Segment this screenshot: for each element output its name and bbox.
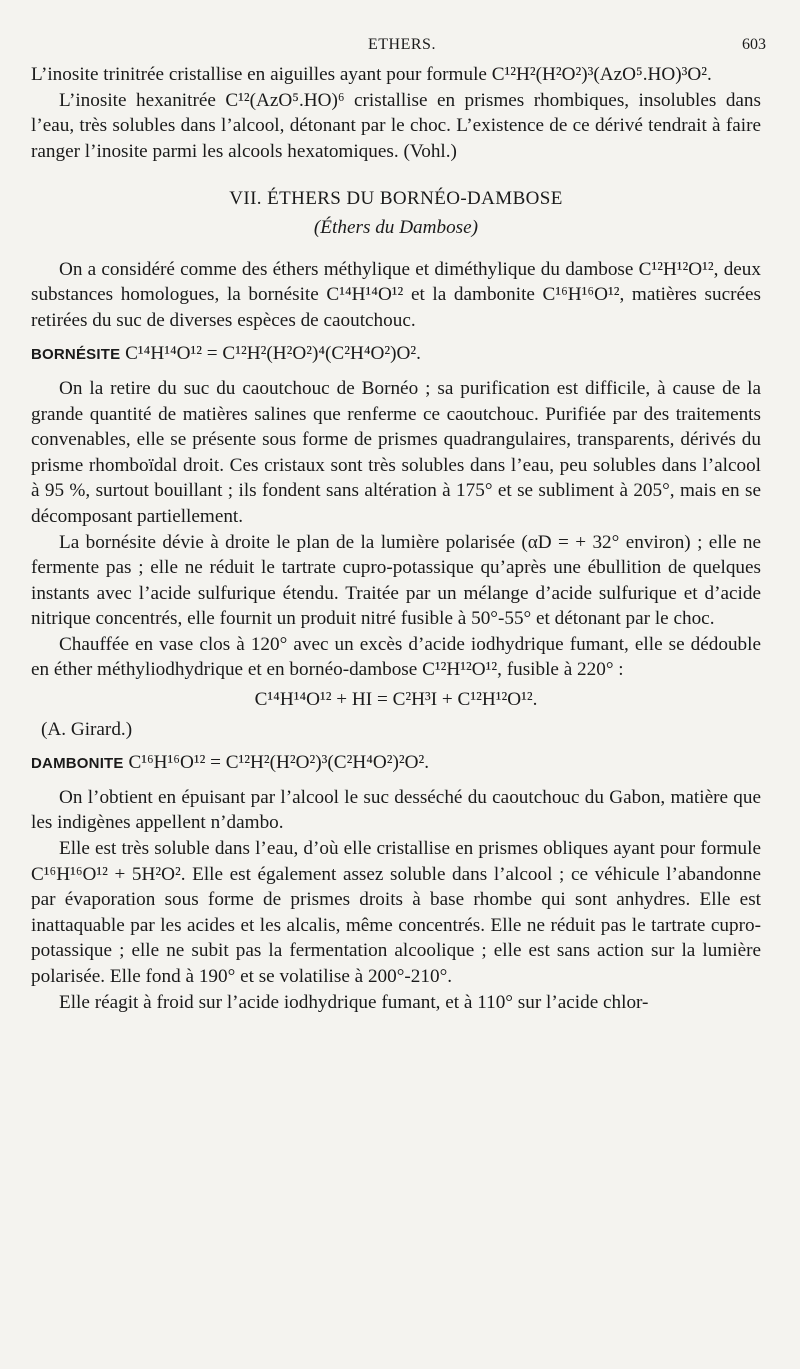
paragraph-inosite-hexanitree: L’inosite hexanitrée C¹²(AzO⁵.HO)⁶ cristallise en prismes rhombiques, insolubles dans l’eau, très solubles dans l’alcool, détonant par le choc. L’existence de ce dérivé tendrait à faire ranger l’inosite parmi les alcools hexatomiques. (Vohl.) bbox=[31, 89, 761, 162]
bornesite-label: BORNÉSITE bbox=[31, 346, 121, 364]
paragraph-bornesite-extraction: On la retire du suc du caoutchouc de Bornéo ; sa purification est difficile, à cause de la grande quantité de matières salines que renferme ce caoutchouc. Purifiée par des traitements convenables, elle se présente sous forme de prismes quadrangulaires, transparents, dérivés du prisme rhomboïdal droit. Ces cristaux sont très solubles dans l’eau, peu solubles dans l’alcool à 95 %, surtout bouillant ; ils fondent sans altération à 175° et se subliment à 205°, mais en se décomposant partiellement. bbox=[31, 377, 761, 527]
paragraph-dambonite-reaction: Elle réagit à froid sur l’acide iodhydrique fumant, et à 110° sur l’acide chlor- bbox=[59, 991, 649, 1013]
page-header bbox=[0, 36, 800, 60]
running-head: ETHERS. bbox=[368, 36, 436, 53]
paragraph-dambonite-properties: Elle est très soluble dans l’eau, d’où elle cristallise en prismes obliques ayant pour formule C¹⁶H¹⁶O¹² + 5H²O². Elle est également assez soluble dans l’alcool ; ce véhicule l’abandonne par évaporation sous forme de prismes droits à base rhombe qui sont anhydres. Elle est inattaquable par les acides et les alcalis, même concentrés. Elle ne réduit pas le tartrate cupro-potassique ; elle ne subit pas la fermentation alcoolique ; elle est sans action sur la lumière polarisée. Elle fond à 190° et se volatilise à 200°-210°. bbox=[31, 838, 761, 987]
page-number: 603 bbox=[742, 36, 766, 53]
attribution: (A. Girard.) bbox=[41, 718, 133, 740]
section-title: VII. ÉTHERS DU BORNÉO-DAMBOSE bbox=[229, 188, 563, 210]
section-subtitle: (Éthers du Dambose) bbox=[313, 216, 479, 238]
bornesite-formula: C¹⁴H¹⁴O¹² = C¹²H²(H²O²)⁴(C²H⁴O²)O². bbox=[125, 343, 421, 365]
paragraph-bornesite-properties: La bornésite dévie à droite le plan de la lumière polarisée (αD = + 32° environ) ; elle ne fermente pas ; elle ne réduit le tartrate cupro-potassique qu’après une ébullition de quelques instants avec l’acide sulfurique étendu. Traitée par un mélange d’acide sulfurique et d’acide nitrique concentrés, elle fournit un produit nitré fusible à 50°-55° et détonant par le choc. bbox=[31, 531, 761, 630]
dambonite-formula: C¹⁶H¹⁶O¹² = C¹²H²(H²O²)³(C²H⁴O²)²O². bbox=[128, 752, 430, 774]
paragraph-intro: On a considéré comme des éthers méthylique et diméthylique du dambose C¹²H¹²O¹², deux substances homologues, la bornésite C¹⁴H¹⁴O¹² et la dambonite C¹⁶H¹⁶O¹², matières sucrées retirées du suc de diverses espèces de caoutchouc. bbox=[31, 258, 761, 331]
paragraph-inosite-trinitree: L’inosite trinitrée cristallise en aiguilles ayant pour formule C¹²H²(H²O²)³(AzO⁵.HO)³O². bbox=[31, 64, 712, 85]
paragraph-dambonite-source: On l’obtient en épuisant par l’alcool le suc desséché du caoutchouc du Gabon, matière que les indigènes appellent n’dambo. bbox=[31, 786, 761, 834]
page-body bbox=[31, 62, 761, 1015]
bornesite-heading bbox=[31, 341, 761, 368]
reaction-equation: C¹⁴H¹⁴O¹² + HI = C²H³I + C¹²H¹²O¹². bbox=[254, 689, 538, 711]
dambonite-heading bbox=[31, 750, 761, 777]
dambonite-label: DAMBONITE bbox=[31, 755, 124, 773]
paragraph-bornesite-decomposition: Chauffée en vase clos à 120° avec un excès d’acide iodhydrique fumant, elle se dédouble en éther méthyliodhydrique et en bornéo-dambose C¹²H¹²O¹², fusible à 220° : bbox=[31, 633, 761, 681]
